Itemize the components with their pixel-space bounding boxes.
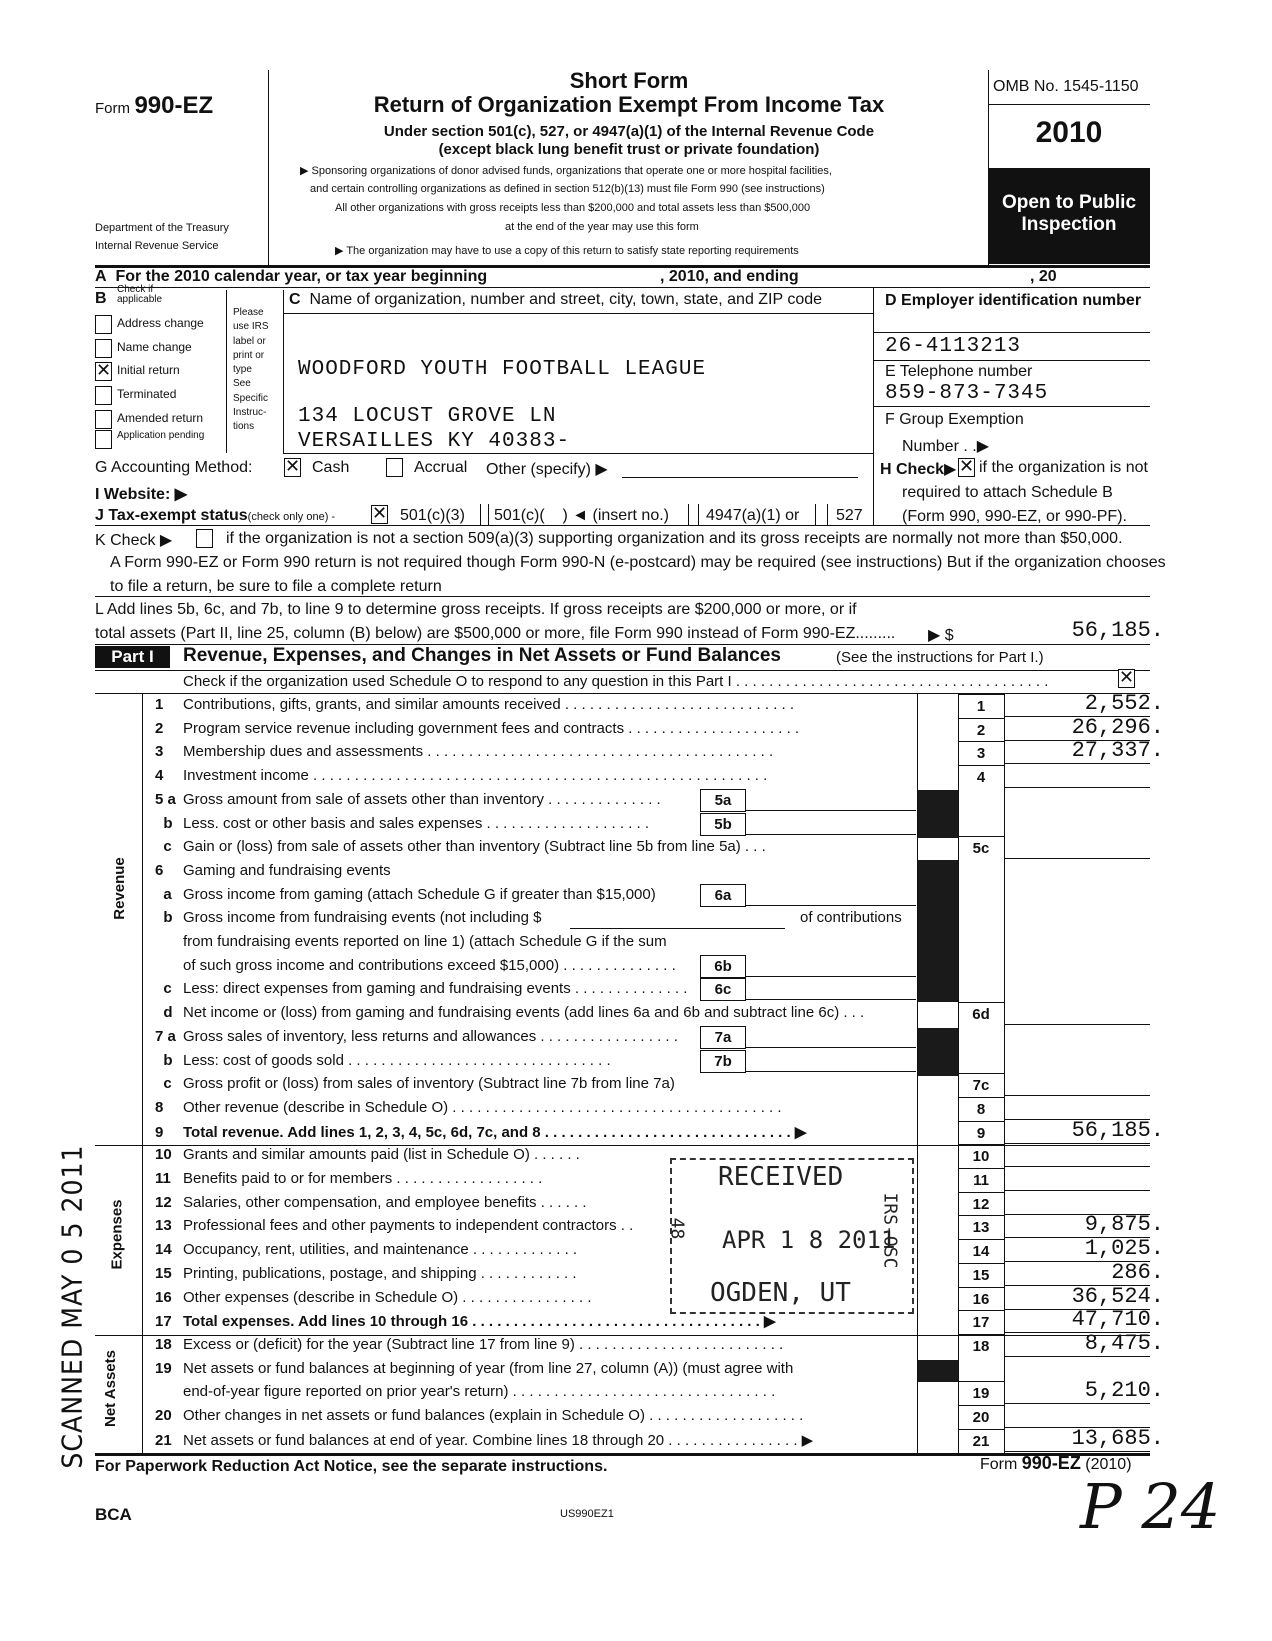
shaded-cell (918, 1028, 958, 1076)
line-text: Contributions, gifts, grants, and similar amounts received . . . . . . . . . . . . . . . . . . . . . . . . . . . . (183, 696, 795, 713)
section-c-heading: C Name of organization, number and street, city, town, state, and ZIP code (289, 291, 823, 308)
line-row (155, 1431, 910, 1449)
line-row (155, 1004, 910, 1021)
line-number: a (155, 886, 172, 903)
line-amount[interactable]: 27,337. (1071, 738, 1164, 763)
line-number: 10 (155, 1146, 172, 1163)
line-number: 21 (155, 1432, 172, 1449)
b-label: Amended return (117, 411, 204, 425)
line-text: Grants and similar amounts paid (list in Schedule O) . . . . . . (183, 1146, 580, 1163)
line-number: b (155, 1052, 173, 1069)
line-number: 8 (155, 1099, 164, 1116)
line-number: 2 (155, 720, 164, 737)
subtitle-except: (except black lung benefit trust or private foundation) (438, 141, 820, 158)
line-box-number: 15 (972, 1267, 990, 1284)
line-number: 17 (155, 1313, 172, 1330)
line-number: c (155, 1075, 172, 1092)
footer-form-id: Form 990-EZ (2010) (980, 1453, 1132, 1473)
line-amount[interactable]: 9,875. (1084, 1212, 1164, 1237)
line-amount[interactable]: 5,210. (1084, 1378, 1164, 1403)
tax-year: 2010 (1035, 116, 1103, 149)
sub-line-field[interactable] (746, 978, 916, 1000)
line-number: 14 (155, 1241, 172, 1258)
line-text: Salaries, other compensation, and employee benefits . . . . . . (183, 1194, 587, 1211)
b-label: Application pending (117, 430, 205, 441)
line-row (155, 909, 910, 926)
phone-label: E Telephone number (885, 363, 1033, 380)
line-box-number: 8 (976, 1101, 986, 1118)
line-box-number: 13 (972, 1219, 990, 1236)
line-number: c (155, 980, 172, 997)
line-row (155, 815, 695, 832)
line-amount[interactable]: 1,025. (1084, 1236, 1164, 1261)
line-text: Less. cost or other basis and sales expenses . . . . . . . . . . . . . . . . . . . . (183, 815, 650, 832)
b-checkbox-application-pending[interactable] (95, 430, 112, 449)
line-row (155, 933, 910, 950)
line-text: Benefits paid to or for members . . . . . . . . . . . . . . . . . . (183, 1170, 543, 1187)
form-id: Form 990-EZ (95, 92, 214, 119)
line-row (155, 862, 910, 879)
line-box-number: 14 (972, 1243, 990, 1260)
line-text: Net assets or fund balances at end of year. Combine lines 18 through 20 . . . . . . . . . . . . . . . . ▶ (183, 1432, 814, 1449)
line-row (155, 720, 910, 737)
line-text: Gross income from gaming (attach Schedule G if greater than $15,000) (183, 886, 656, 903)
b-checkbox-name-change[interactable] (95, 339, 112, 358)
note-1: ▶ Sponsoring organizations of donor advised funds, organizations that operate one or more hospital facilities, (300, 165, 832, 177)
line-amount[interactable]: 56,185. (1071, 1118, 1164, 1143)
line-text: Other revenue (describe in Schedule O) . . . . . . . . . . . . . . . . . . . . . . . . . . . . . . . . . . . . . . . . (183, 1099, 782, 1116)
line-row (155, 767, 910, 784)
line-number: c (155, 838, 172, 855)
received-stamp: RECEIVED APR 1 8 2011 OGDEN, UT 48 IRS-OSC (670, 1158, 914, 1314)
line-box-number: 1 (976, 698, 986, 715)
line-text: Total expenses. Add lines 10 through 16 . . . . . . . . . . . . . . . . . . . . . . . . . . . . . . . . . . . ▶ (183, 1313, 776, 1330)
schedule-b-checkbox[interactable]: ✕ (959, 456, 975, 477)
line-box-number: 16 (972, 1291, 990, 1308)
b-checkbox-initial-return[interactable]: ✕ (96, 360, 112, 381)
line-number: 18 (155, 1336, 172, 1353)
ein-field[interactable]: 26-4113213 (885, 335, 1022, 358)
b-label: Initial return (117, 363, 180, 377)
phone-field[interactable]: 859-873-7345 (885, 382, 1049, 405)
sub-line-box: 5a (700, 789, 746, 812)
line-number: 15 (155, 1265, 172, 1282)
sub-line-box: 6b (700, 955, 746, 978)
line-text: of such gross income and contributions exceed $15,000) . . . . . . . . . . . . . . (183, 957, 676, 974)
gross-receipts-dollar: ▶ $ (928, 627, 954, 644)
note-3: All other organizations with gross receipts less than $200,000 and total assets less than $500,000 (335, 202, 811, 214)
line-number: 16 (155, 1289, 172, 1306)
line-number: 13 (155, 1217, 172, 1234)
line-number: 19 (155, 1360, 172, 1377)
line-box-number: 6d (972, 1006, 990, 1023)
line-text: Gross amount from sale of assets other than inventory . . . . . . . . . . . . . . (183, 791, 661, 808)
line-number: 12 (155, 1194, 172, 1211)
line-number: b (155, 815, 173, 832)
line-text: Other expenses (describe in Schedule O) . . . . . . . . . . . . . . . . (183, 1289, 592, 1306)
line-number: 1 (155, 696, 164, 713)
line-text: Gross income from fundraising events (not including $ (183, 909, 542, 926)
line-amount[interactable]: 13,685. (1071, 1426, 1164, 1451)
509a3-checkbox[interactable] (196, 529, 213, 548)
b-checkbox-amended-return[interactable] (95, 410, 112, 429)
subtitle-section: Under section 501(c), 527, or 4947(a)(1) of the Internal Revenue Code (383, 123, 875, 140)
line-text: Less: cost of goods sold . . . . . . . . . . . . . . . . . . . . . . . . . . . . . . . . (183, 1052, 611, 1069)
line-number: 5 a (155, 791, 176, 808)
line-number: 6 (155, 862, 164, 879)
line-text: end-of-year figure reported on prior year's return) . . . . . . . . . . . . . . . . . . . . . . . . . . . . . . . . (183, 1383, 776, 1400)
line-box-number: 3 (976, 745, 986, 762)
form-code: US990EZ1 (560, 1508, 614, 1520)
open-to-public-box: Open to Public Inspection (988, 168, 1150, 264)
line-box-number: 7c (972, 1077, 990, 1094)
accounting-method-label: G Accounting Method: (95, 459, 253, 476)
501c3-checkbox[interactable]: ✕ (372, 503, 388, 524)
line-row (155, 1052, 695, 1069)
of-contributions-label: of contributions (800, 909, 902, 926)
line-row (155, 980, 695, 997)
section-a: A For the 2010 calendar year, or tax year beginning (95, 268, 488, 285)
b-label: Terminated (117, 387, 177, 401)
group-number-label: Number . .▶ (902, 438, 989, 455)
line-box-number: 17 (972, 1314, 990, 1331)
line-text: Total revenue. Add lines 1, 2, 3, 4, 5c, 6d, 7c, and 8 . . . . . . . . . . . . . . . . . . . . . . . . . . . . . . ▶ (183, 1124, 807, 1141)
line-box-number: 11 (973, 1172, 989, 1189)
line-amount[interactable]: 8,475. (1084, 1331, 1164, 1356)
b-checkbox-address-change[interactable] (95, 315, 112, 334)
sub-line-box: 6c (700, 978, 746, 1001)
dept-treasury: Department of the Treasury (95, 222, 229, 234)
b-checkbox-terminated[interactable] (95, 386, 112, 405)
bca-label: BCA (95, 1505, 132, 1524)
gross-receipts-amount[interactable]: 56,185. (1071, 618, 1164, 643)
sub-line-field[interactable] (746, 884, 916, 906)
section-k: K Check ▶ (95, 532, 173, 549)
note-2: and certain controlling organizations as defined in section 512(b)(13) must file Form 990 (see instructions) (310, 183, 825, 195)
line-number: d (155, 1004, 173, 1021)
527-option: 527 (836, 507, 863, 524)
line-box-number: 5c (972, 840, 990, 857)
line-text: Program service revenue including government fees and contracts . . . . . . . . . . . . . . . . . . . . . (183, 720, 800, 737)
title-short-form: Short Form (569, 68, 689, 93)
line-number: 3 (155, 743, 164, 760)
sub-line-box: 7a (700, 1026, 746, 1049)
line-row (155, 886, 695, 903)
omb-number: OMB No. 1545-1150 (993, 78, 1139, 95)
line-box-number: 9 (976, 1125, 986, 1142)
line-text: Excess or (deficit) for the year (Subtract line 17 from line 9) . . . . . . . . . . . . . . . . . . . . . . . . . (183, 1336, 784, 1353)
line-box-number: 12 (972, 1196, 990, 1213)
scanned-stamp: SCANNED MAY 0 5 2011 (55, 1144, 89, 1469)
shaded-cell (918, 1360, 958, 1382)
line-amount[interactable]: 47,710. (1071, 1307, 1164, 1332)
line-amount[interactable]: 36,524. (1071, 1284, 1164, 1309)
line-row (155, 1123, 910, 1141)
section-h: H Check▶ (880, 461, 957, 478)
line-row (155, 1099, 910, 1116)
line-text: Less: direct expenses from gaming and fundraising events . . . . . . . . . . . . . . (183, 980, 688, 997)
line-box-number: 2 (976, 722, 986, 739)
line-text: Gaming and fundraising events (183, 862, 391, 879)
line-text: Occupancy, rent, utilities, and maintenance . . . . . . . . . . . . . (183, 1241, 578, 1258)
line-text: Gross profit or (loss) from sales of inventory (Subtract line 7b from line 7a) (183, 1075, 675, 1092)
note-4: at the end of the year may use this form (505, 221, 699, 233)
check-if-applicable: Check if applicable (117, 284, 163, 305)
shaded-cell (918, 790, 958, 838)
501c-option: 501(c)( ) ◄ (insert no.) (494, 507, 669, 524)
sub-line-field[interactable] (746, 955, 916, 977)
line-number: 7 a (155, 1028, 176, 1045)
cash-checkbox[interactable]: ✕ (285, 456, 301, 477)
line-text: Net income or (loss) from gaming and fundraising events (add lines 6a and 6b and subtract line 6c) . . . (183, 1004, 865, 1021)
tax-exempt-status: J Tax-exempt status(check only one) - (95, 507, 336, 524)
b-label: Name change (117, 340, 192, 354)
website-label: I Website: ▶ (95, 486, 188, 503)
city-state-zip-field[interactable]: VERSAILLES KY 40383- (298, 430, 571, 453)
line-row (155, 1407, 910, 1424)
part-1-title: Revenue, Expenses, and Changes in Net Assets or Fund Balances (183, 645, 781, 666)
line-row (155, 791, 695, 808)
line-number: 11 (155, 1170, 171, 1187)
handwritten-mark: P 24 (1080, 1470, 1221, 1543)
sub-line-box: 5b (700, 813, 746, 836)
line-text: Printing, publications, postage, and shipping . . . . . . . . . . . . (183, 1265, 577, 1282)
sub-line-field[interactable] (746, 813, 916, 835)
title-main: Return of Organization Exempt From Income Tax (373, 92, 885, 117)
4947-option: 4947(a)(1) or (706, 507, 800, 524)
line-row (155, 743, 910, 760)
line-text: Investment income . . . . . . . . . . . . . . . . . . . . . . . . . . . . . . . . . . . . . . . . . . . . . . . . . . . . . . . (183, 767, 768, 784)
line-row (155, 957, 695, 974)
org-name-field[interactable]: WOODFORD YOUTH FOOTBALL LEAGUE (298, 358, 707, 381)
line-number: b (155, 909, 173, 926)
line-text: Gross sales of inventory, less returns and allowances . . . . . . . . . . . . . . . . . (183, 1028, 678, 1045)
line-amount[interactable]: 26,296. (1071, 715, 1164, 740)
line-box-number: 18 (972, 1338, 990, 1355)
note-5: ▶ The organization may have to use a copy of this return to satisfy state reporting requirements (335, 245, 799, 257)
line-text: Other changes in net assets or fund balances (explain in Schedule O) . . . . . . . . . . . . . . . . . . . (183, 1407, 804, 1424)
sub-line-box: 7b (700, 1050, 746, 1073)
shaded-cell (918, 860, 958, 1002)
line-row (155, 1075, 910, 1092)
line-box-number: 10 (972, 1148, 990, 1165)
line-number: 9 (155, 1124, 164, 1141)
line-number: 4 (155, 767, 164, 784)
part-1-tag: Part I (95, 646, 170, 668)
group-exemption-label: F Group Exemption (885, 411, 1024, 428)
paperwork-notice: For Paperwork Reduction Act Notice, see the separate instructions. (95, 1458, 608, 1475)
accrual-checkbox[interactable] (386, 458, 403, 477)
sub-line-field[interactable] (746, 1026, 916, 1048)
please-use-irs-label: Please use IRS label or print or type See Specific Instruc- tions (233, 307, 269, 433)
side-label-revenue: Revenue (110, 857, 128, 920)
line-text: from fundraising events reported on line 1) (attach Schedule G if the sum (183, 933, 667, 950)
line-box-number: 21 (972, 1433, 990, 1450)
line-row (155, 1360, 910, 1377)
b-label: Address change (117, 316, 204, 330)
side-label-net-assets: Net Assets (101, 1350, 119, 1427)
line-row (155, 1028, 695, 1045)
line-text: Gain or (loss) from sale of assets other than inventory (Subtract line 5b from line 5a) . . . (183, 838, 766, 855)
line-box-number: 4 (976, 769, 986, 786)
schedule-o-text: Check if the organization used Schedule O to respond to any question in this Part I . . . . . . . . . . . . . . . . . . . . . . . . . . . . . . . . . . . . . . (183, 673, 1049, 690)
line-amount[interactable]: 286. (1111, 1260, 1164, 1285)
line-text: Professional fees and other payments to independent contractors . . (183, 1217, 634, 1234)
sub-line-box: 6a (700, 884, 746, 907)
line-box-number: 19 (972, 1385, 990, 1402)
line-amount[interactable]: 2,552. (1084, 691, 1164, 716)
dept-irs: Internal Revenue Service (95, 240, 219, 252)
side-label-expenses: Expenses (108, 1199, 126, 1270)
form-number: 990-EZ (134, 92, 214, 119)
line-text: Net assets or fund balances at beginning of year (from line 27, column (A)) (must agree with (183, 1360, 794, 1377)
sub-line-field[interactable] (746, 789, 916, 811)
line-box-number: 20 (972, 1409, 990, 1426)
line-row (155, 1312, 910, 1330)
sub-line-field[interactable] (746, 1050, 916, 1072)
line-text: Membership dues and assessments . . . . . . . . . . . . . . . . . . . . . . . . . . . . . . . . . . . . . . . . . . (183, 743, 774, 760)
line-row (155, 838, 910, 855)
schedule-o-checkbox[interactable]: ✕ (1119, 667, 1135, 688)
line-row (155, 1383, 910, 1400)
other-method-label: Other (specify) ▶ (486, 461, 608, 478)
line-row (155, 696, 910, 713)
street-field[interactable]: 134 LOCUST GROVE LN (298, 405, 557, 428)
line-row (155, 1336, 910, 1353)
ein-label: D Employer identification number (885, 292, 1142, 309)
line-number: 20 (155, 1407, 172, 1424)
